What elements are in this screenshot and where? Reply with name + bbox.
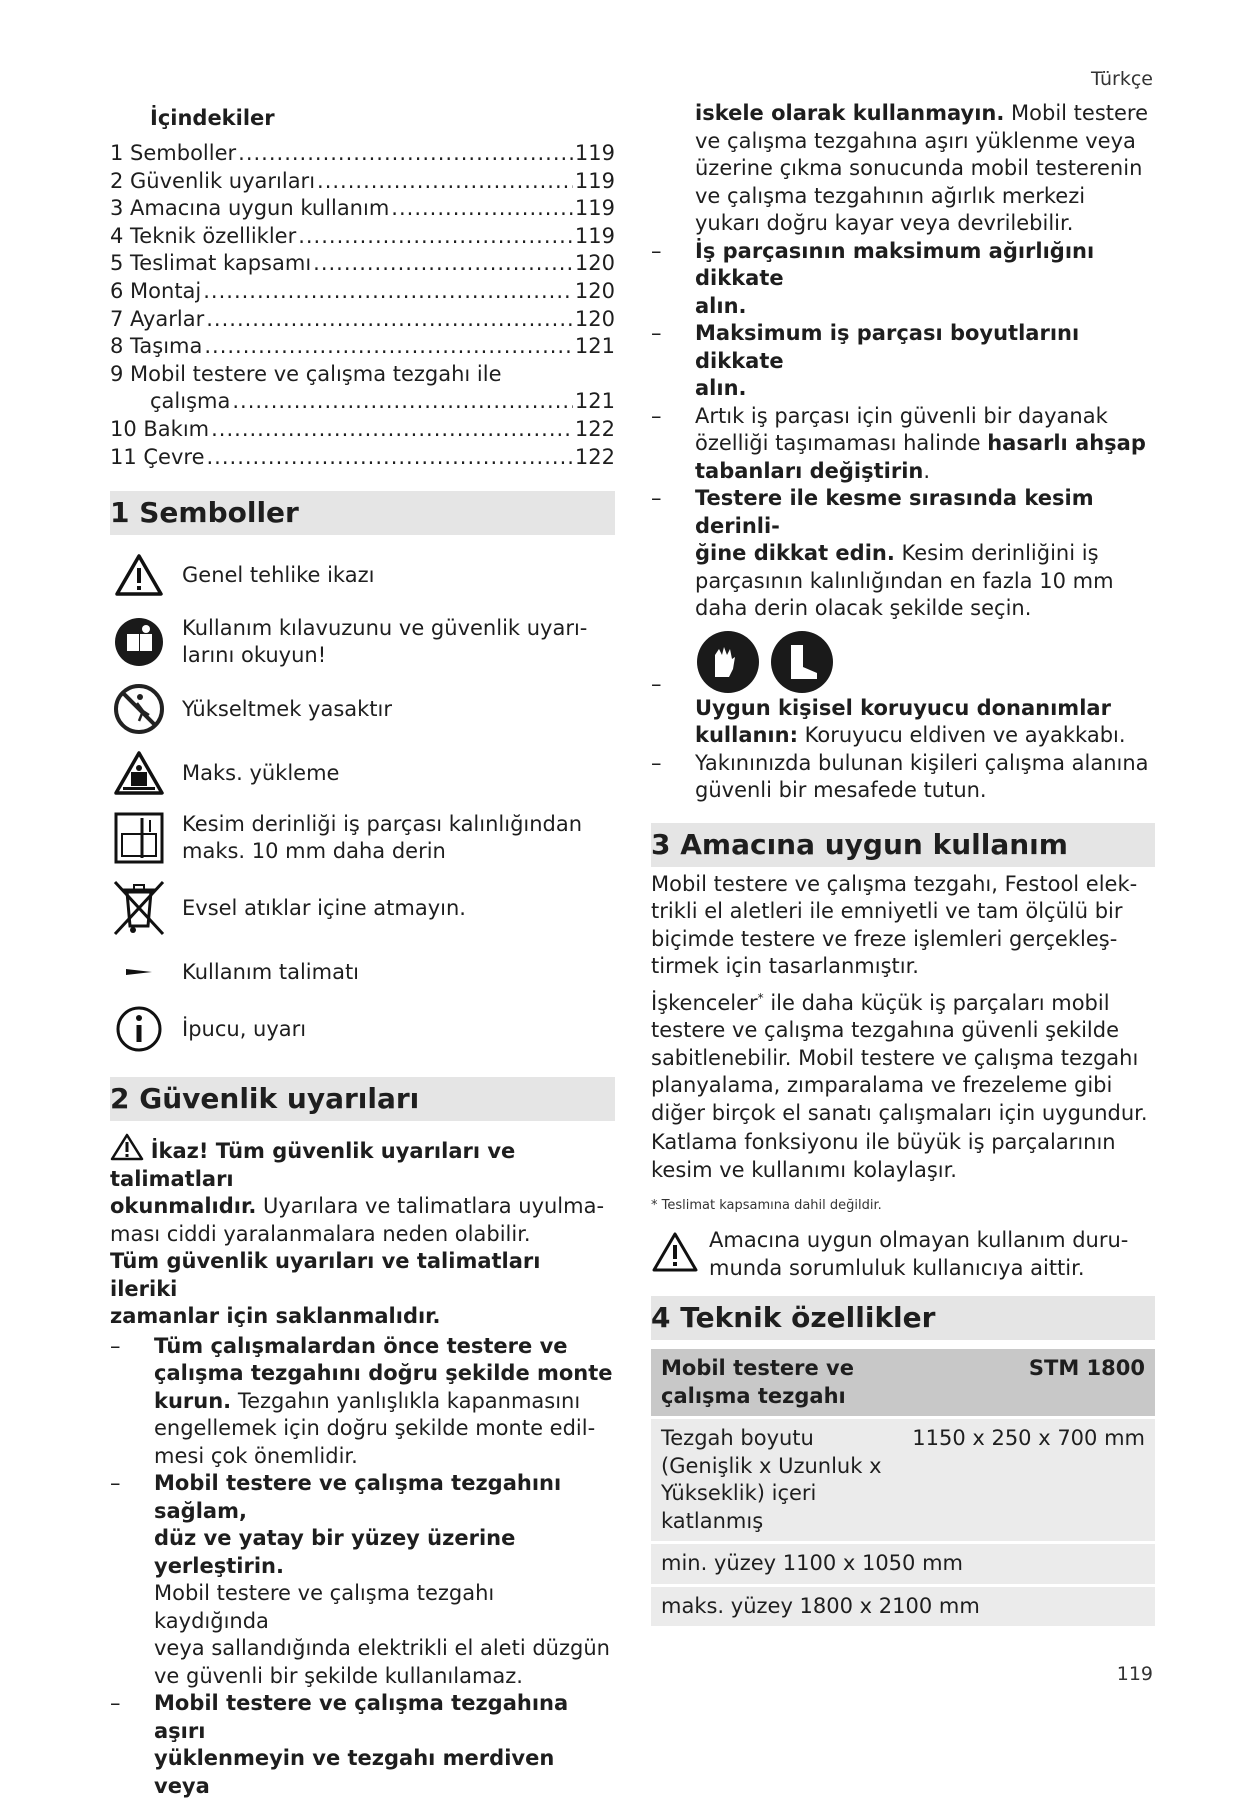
- info-icon: [110, 1002, 168, 1056]
- symbol-row: Kullanım kılavuzunu ve güvenlik uyarı- larını okuyun!: [110, 609, 615, 675]
- toc-item[interactable]: 4 Teknik özellikler ..... 119: [110, 223, 615, 251]
- safety-content: [110, 1133, 615, 1800]
- safety-bullet-ppe: – Uygun kişisel koruyucu donanımlar kullanın: Koruyucu eldiven ve ayakkabı.: [651, 629, 1155, 750]
- spec-row: Tezgah boyutu (Genişlik x Uzunluk x Yükseklik) içeri katlanmış 1150 x 250 x 700 mm: [651, 1419, 1155, 1541]
- warning-triangle-icon: [110, 548, 168, 602]
- symbol-row: İpucu, uyarı: [110, 1001, 615, 1057]
- safety-bullet: – Artık iş parçası için güvenli bir dayanak özelliği taşımaması halinde hasarlı ahşap tabanları değiştirin.: [651, 403, 1146, 483]
- gloves-icon: [695, 629, 761, 695]
- symbol-row: Yükseltmek yasaktır: [110, 681, 615, 737]
- toc-item[interactable]: 1 Semboller ..... 119: [110, 140, 615, 168]
- safety-bullet-continued: iskele olarak kullanmayın. Mobil testere ve çalışma tezgahına aşırı yüklenme veya üzerine çıkma sonucunda mobil testerenin ve çalışma tezgahının ağırlık merkezi yukarı doğru kayar veya devrilebilir.: [695, 101, 1149, 235]
- intended-use-paragraph: Mobil testere ve çalışma tezgahı, Festool elek- trikli el aletleri ile emniyetli ve tam ölçülü bir biçimde testere ve freze işlemleri gerçekleş- tirmek için tasarlanmıştır.: [651, 871, 1138, 978]
- intended-use-content: [651, 871, 1155, 1283]
- max-load-icon: [110, 746, 168, 800]
- toc-item[interactable]: 9 Mobil testere ve çalışma tezgahı ile: [110, 361, 502, 386]
- warning-triangle-icon: [651, 1231, 699, 1273]
- read-manual-icon: [110, 615, 168, 669]
- liability-warning: Amacına uygun olmayan kullanım duru- munda sorumluluk kullanıcıya aittir.: [651, 1227, 1155, 1282]
- right-column: [651, 100, 1155, 1629]
- safety-bullet: – Mobil testere ve çalışma tezgahına aşırı yüklenmeyin ve tezgahı merdiven veya: [110, 1691, 569, 1798]
- safety-keep: Tüm güvenlik uyarıları ve talimatları ileriki zamanlar için saklanmalıdır.: [110, 1249, 541, 1329]
- safety-warning: İkaz! Tüm güvenlik uyarıları ve talimatları okunmalıdır. Uyarılara ve talimatlara uyulma- ması ciddi yaralanmalara neden olabilir.: [110, 1133, 615, 1248]
- spec-row: min. yüzey 1100 x 1050 mm: [651, 1544, 1155, 1584]
- crossed-bin-icon: [110, 881, 168, 935]
- toc-item[interactable]: 3 Amacına uygun kullanım ..... 119: [110, 195, 615, 223]
- toc-title: İçindekiler: [150, 106, 275, 130]
- symbol-list: [110, 547, 615, 1057]
- safety-boots-icon: [769, 629, 835, 695]
- toc-list: [110, 140, 615, 471]
- symbol-row: Kullanım talimatı: [110, 947, 615, 997]
- safety-bullet: – Tüm çalışmalardan önce testere ve çalışma tezgahını doğru şekilde monte kurun. Tezgahın yanlışlıkla kapanmasını engellemek için doğru şekilde monte edil- mesi çok önemlidir.: [110, 1333, 613, 1468]
- footnote: * Teslimat kapsamına dahil değildir.: [651, 1198, 882, 1213]
- symbol-row: Evsel atıklar içine atmayın.: [110, 877, 615, 939]
- instruction-arrow-icon: [110, 945, 168, 999]
- spec-table: [651, 1346, 1155, 1629]
- warning-triangle-icon: [110, 1133, 144, 1161]
- toc-item[interactable]: 7 Ayarlar ..... 120: [110, 306, 615, 334]
- ppe-icons: [695, 629, 1155, 695]
- intended-use-paragraph: Katlama fonksiyonu ile büyük iş parçalarının kesim ve kullanımı kolaylaşır.: [651, 1130, 1116, 1182]
- safety-bullet: – Maksimum iş parçası boyutlarını dikkate alın.: [651, 321, 1080, 400]
- spec-header-row: Mobil testere ve çalışma tezgahı STM 1800: [651, 1349, 1155, 1416]
- section-heading-symbols: 1 Semboller: [110, 491, 615, 535]
- no-stepping-icon: [110, 682, 168, 736]
- toc-item[interactable]: 5 Teslimat kapsamı ..... 120: [110, 250, 615, 278]
- symbol-row: Genel tehlike ikazı: [110, 547, 615, 603]
- section-heading-specs: 4 Teknik özellikler: [651, 1296, 1155, 1340]
- spec-row: maks. yüzey 1800 x 2100 mm: [651, 1587, 1155, 1627]
- safety-bullet: – Testere ile kesme sırasında kesim derinli- ğine dikkat edin. Kesim derinliğini iş parçasının kalınlığından en fazla 10 mm daha derin olacak şekilde seçin.: [651, 486, 1114, 620]
- toc-item[interactable]: 6 Montaj ..... 120: [110, 278, 615, 306]
- language-label: Türkçe: [1091, 68, 1153, 90]
- symbol-row: Maks. yükleme: [110, 745, 615, 801]
- toc-item[interactable]: 11 Çevre ..... 122: [110, 444, 615, 472]
- section-heading-safety: 2 Güvenlik uyarıları: [110, 1077, 615, 1121]
- section-heading-intended-use: 3 Amacına uygun kullanım: [651, 823, 1155, 867]
- safety-bullet: – Mobil testere ve çalışma tezgahını sağlam, düz ve yatay bir yüzey üzerine yerleştirin. Mobil testere ve çalışma tezgahı kaydığında veya sallandığında elektrikli el aleti düzgün ve güvenli bir şekilde kullanılamaz.: [110, 1471, 610, 1688]
- intended-use-paragraph: İşkenceler* ile daha küçük iş parçaları mobil testere ve çalışma tezgahına güvenli şekilde sabitlenebilir. Mobil testere ve çalışma tezgahı planyalama, zımparalama ve frezeleme gibi diğer birçok el sanatı çalışmaları için uygundur.: [651, 990, 1148, 1125]
- safety-bullet: – İş parçasının maksimum ağırlığını dikkate alın.: [651, 238, 1095, 318]
- left-column: [110, 100, 615, 1800]
- safety-bullet: – Yakınınızda bulunan kişileri çalışma alanına güvenli bir mesafede tutun.: [651, 750, 1149, 802]
- toc-item[interactable]: 8 Taşıma ..... 121: [110, 333, 615, 361]
- symbol-row: Kesim derinliği iş parçası kalınlığından maks. 10 mm daha derin: [110, 807, 615, 869]
- cutting-depth-icon: [110, 811, 168, 865]
- toc-item[interactable]: 2 Güvenlik uyarıları ..... 119: [110, 168, 615, 196]
- toc-item-continuation[interactable]: çalışma ..... 121: [110, 388, 615, 416]
- page-number: 119: [1116, 1663, 1153, 1685]
- toc-item[interactable]: 10 Bakım ..... 122: [110, 416, 615, 444]
